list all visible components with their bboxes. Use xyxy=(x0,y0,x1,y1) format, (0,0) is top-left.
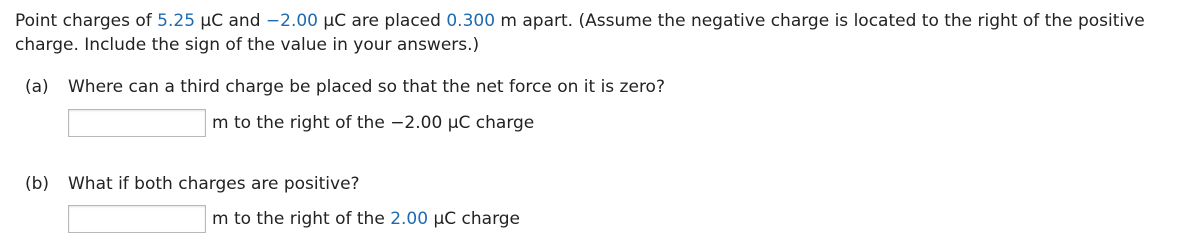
part-b-unit-suffix: μC charge xyxy=(428,209,521,229)
part-a-answer-input[interactable] xyxy=(68,109,206,137)
intro-text-4: m apart. (Assume the negative charge is located to the right of the positive charge. Include the sign of the value in your answers.) xyxy=(15,11,1145,55)
part-a-unit-text xyxy=(212,113,534,133)
part-a-unit-suffix: μC charge xyxy=(442,113,535,133)
intro-text-2: μC and xyxy=(195,11,266,31)
separation-value: 0.300 xyxy=(446,11,496,31)
charge-2-value: −2.00 xyxy=(265,11,319,31)
intro-text-1: Point charges of xyxy=(15,11,158,31)
part-a-reference-charge: −2.00 xyxy=(390,113,443,133)
part-b-unit-prefix: m to the right of the xyxy=(212,209,391,229)
part-a-answer-row xyxy=(68,108,534,138)
charge-1-value: 5.25 xyxy=(157,11,196,31)
problem-statement xyxy=(15,9,1195,57)
part-b-unit-text xyxy=(212,209,520,229)
intro-text-3: μC are placed xyxy=(318,11,447,31)
part-b-reference-charge: 2.00 xyxy=(390,209,429,229)
part-a-question-row xyxy=(25,76,665,98)
part-b-answer-input[interactable] xyxy=(68,205,206,233)
part-b-answer-row xyxy=(68,204,520,234)
part-a-question: Where can a third charge be placed so that the net force on it is zero? xyxy=(68,77,665,97)
part-a-unit-prefix: m to the right of the xyxy=(212,113,391,133)
part-b-label: (b) xyxy=(25,174,50,194)
part-b-question: What if both charges are positive? xyxy=(68,174,360,194)
part-b-question-row xyxy=(25,173,360,195)
part-a-label: (a) xyxy=(25,77,49,97)
